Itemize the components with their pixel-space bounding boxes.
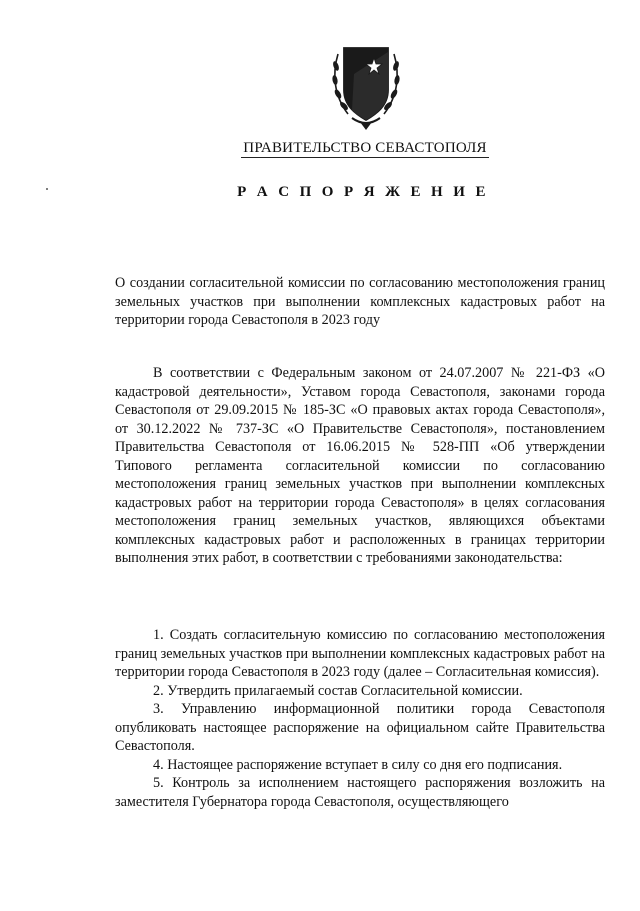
order-item-4: 4. Настоящее распоряжение вступает в силу со дня его подписания. bbox=[153, 756, 563, 773]
coat-of-arms-icon bbox=[330, 34, 402, 132]
organization-name: ПРАВИТЕЛЬСТВО СЕВАСТОПОЛЯ bbox=[243, 140, 487, 156]
preamble-paragraph: В соответствии с Федеральным законом от 24.07.2007 № 221-ФЗ «О кадастровой деятельности», Уставом города Севастополя, законами города Севастополя от 29.09.2015 № 185-ЗС «О правовых актах города Севастополя», от 30.12.2022 № 737-ЗС «О Правительстве Севастополя», постановлением Правительства Севастополя от 16.06.2015 № 528-ПП «Об утверждении Типового регламента согласительной комиссии по согласованию местоположения границ земельных участков при выполнении комплексных кадастровых работ на территории города Севастополя» в целях согласования местоположения границ земельных участков, являющихся объектами комплексных кадастровых работ и расположенных в границах территории выполнения этих работ, в соответствии с требованиями законодательства: bbox=[115, 365, 605, 566]
margin-mark bbox=[46, 188, 48, 190]
organization-title bbox=[0, 140, 640, 158]
order-item-3: 3. Управлению информационной политики города Севастополя опубликовать настоящее распоряжение на официальном сайте Правительства Севастополя. bbox=[115, 701, 605, 754]
document-subject: О создании согласительной комиссии по согласованию местоположения границ земельных участков при выполнении комплексных кадастровых работ на территории города Севастополя в 2023 году bbox=[115, 275, 605, 328]
order-item-1: 1. Создать согласительную комиссию по согласованию местоположения границ земельных участков при выполнении комплексных кадастровых работ на территории города Севастополя в 2023 году (далее – Согласительная комиссия). bbox=[115, 627, 605, 680]
preamble-section bbox=[115, 364, 605, 568]
document-type-heading: Р А С П О Р Я Ж Е Н И Е bbox=[237, 184, 489, 200]
order-item-5: 5. Контроль за исполнением настоящего распоряжения возложить на заместителя Губернатора города Севастополя, осуществляющего bbox=[115, 775, 605, 810]
order-items bbox=[115, 626, 605, 811]
order-item-2: 2. Утвердить прилагаемый состав Согласительной комиссии. bbox=[153, 682, 523, 699]
